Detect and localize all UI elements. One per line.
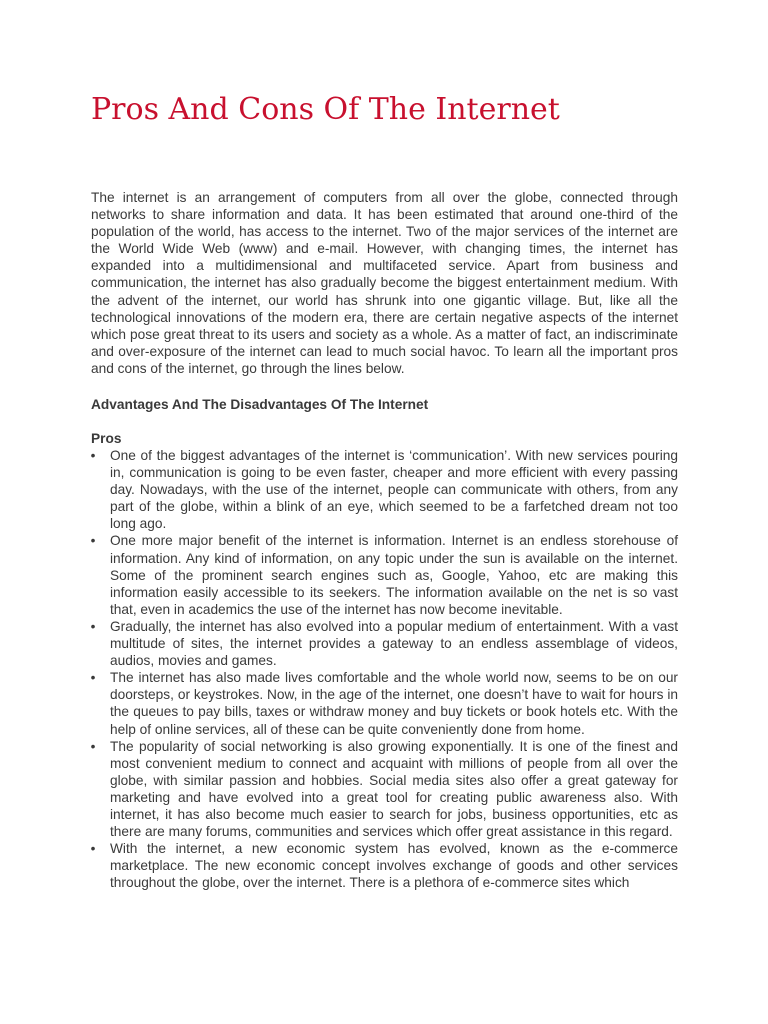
pros-item-text: The internet has also made lives comfortable and the whole world now, seems to be on our doorsteps, or keystrokes. Now, in the age of the internet, one doesn’t have to wait for hours in the queues to pay bills, taxes or withdraw money and buy tickets or book hotels etc. With the help of online services, all of these can be quite conveniently done from home.	[110, 670, 678, 737]
pros-list-item	[91, 669, 678, 737]
pros-item-text: Gradually, the internet has also evolved into a popular medium of entertainment. With a vast multitude of sites, the internet provides a gateway to an endless assemblage of videos, audios, movies and games.	[110, 618, 678, 669]
pros-list-item	[91, 738, 678, 841]
pros-list-item	[91, 840, 678, 891]
bullet-icon: •	[90, 618, 96, 634]
pros-list-item	[91, 618, 678, 669]
pros-list-item	[91, 532, 678, 617]
bullet-icon: •	[90, 738, 96, 754]
section-heading: Advantages And The Disadvantages Of The Internet	[91, 397, 429, 412]
bullet-icon: •	[90, 841, 96, 857]
pros-item-text: One of the biggest advantages of the internet is ‘communication’. With new services pouring in, communication is going to be even faster, cheaper and more efficient with every passing day. Nowadays, with the use of the internet, people can communicate with others, from any part of the globe, within a blink of an eye, which seemed to be a farfetched dream not too long ago.	[110, 448, 678, 532]
intro-paragraph: The internet is an arrangement of computers from all over the globe, connected through networks to share information and data. It has been estimated that around one-third of the population of the world, has access to the internet. Two of the major services of the internet are the World Wide Web (www) and e-mail. However, with changing times, the internet has expanded into a multidimensional and multifaceted service. Apart from business and communication, the internet has also gradually become the biggest entertainment medium. With the advent of the internet, our world has shrunk into one gigantic village. But, like all the technological innovations of the modern era, there are certain negative aspects of the internet which pose great threat to its users and society as a whole. As a matter of fact, an indiscriminate and over-exposure of the internet can lead to much social havoc. To learn all the important pros and cons of the internet, go through the lines below.	[91, 190, 678, 376]
pros-item-text: With the internet, a new economic system has evolved, known as the e-commerce marketplace. The new economic concept involves exchange of goods and other services throughout the globe, over the internet. There is a plethora of e-commerce sites which	[110, 841, 678, 891]
bullet-icon: •	[90, 670, 96, 686]
pros-item-text: One more major benefit of the internet is information. Internet is an endless storehouse of information. Any kind of information, on any topic under the sun is available on the internet. Some of the prominent search engines such as, Google, Yahoo, etc are making this information easily accessible to its seekers. The information available on the net is so vast that, even in academics the use of the internet has now become inevitable.	[110, 533, 678, 617]
pros-list-item	[91, 447, 678, 532]
bullet-icon: •	[90, 533, 96, 549]
page-title: Pros And Cons Of The Internet	[91, 92, 560, 127]
pros-list	[91, 447, 678, 891]
bullet-icon: •	[90, 448, 96, 463]
pros-item-text: The popularity of social networking is also growing exponentially. It is one of the finest and most convenient medium to connect and acquaint with millions of people from all over the globe, with similar passion and hobbies. Social media sites also offer a great gateway for marketing and have evolved into a great tool for creating public awareness also. With internet, it has also become much easier to search for jobs, business opportunities, etc as there are many forums, communities and services which offer great assistance in this regard.	[110, 738, 678, 840]
pros-heading: Pros	[91, 431, 122, 446]
